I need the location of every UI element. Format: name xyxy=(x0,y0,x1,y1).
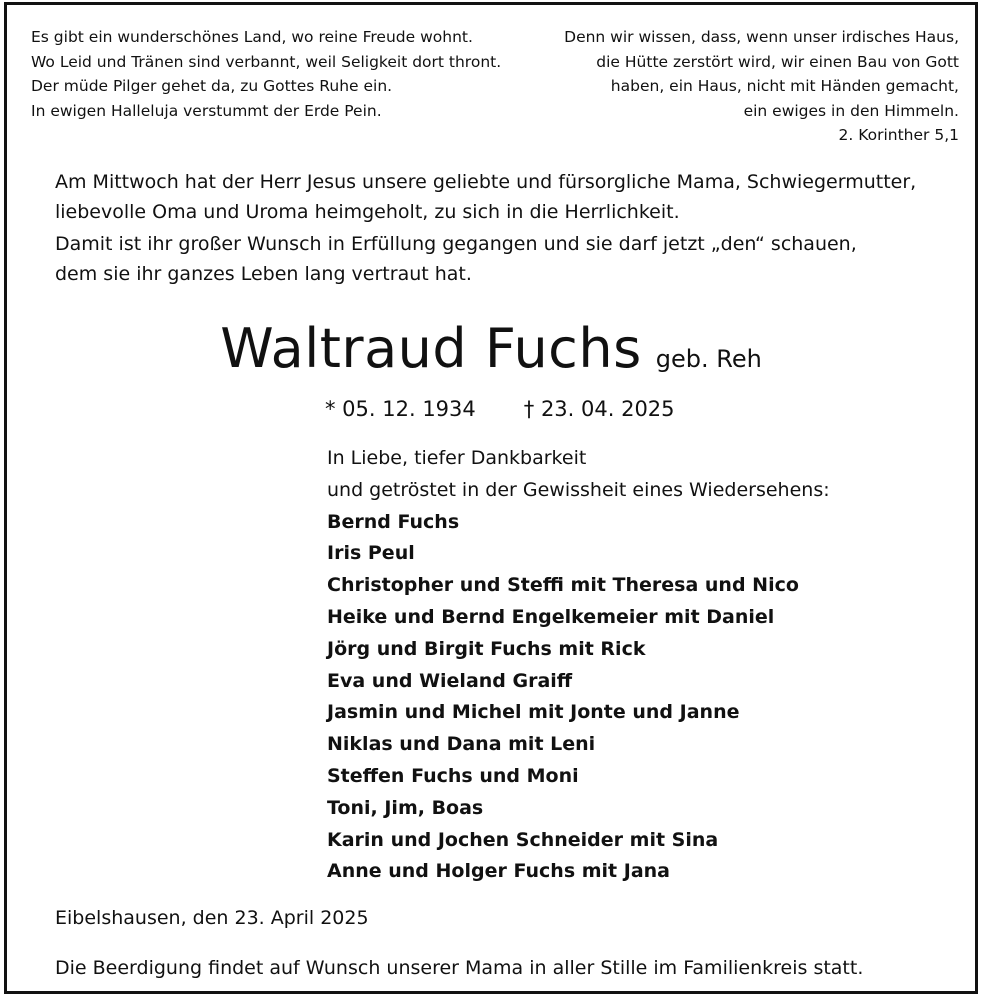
deceased-name-row xyxy=(7,317,975,380)
verse-right-line: ein ewiges in den Himmeln. xyxy=(743,101,959,120)
obituary-notice xyxy=(4,2,978,994)
intro-paragraph-1 xyxy=(55,167,916,227)
verse-left-line: Der müde Pilger gehet da, zu Gottes Ruhe ein. xyxy=(31,77,393,95)
verse-left-line: Wo Leid und Tränen sind verbannt, weil Seligkeit dort thront. xyxy=(31,52,502,71)
verse-left xyxy=(31,25,501,123)
family-lead-line: und getröstet in der Gewissheit eines Wiedersehens: xyxy=(327,478,830,501)
verse-right-line: haben, ein Haus, nicht mit Händen gemacht, xyxy=(610,77,959,95)
family-lead-line: In Liebe, tiefer Dankbarkeit xyxy=(327,447,587,469)
life-dates xyxy=(325,397,675,421)
intro-line: Damit ist ihr großer Wunsch in Erfüllung gegangen und sie darf jetzt „den“ schauen, xyxy=(55,233,857,255)
family-member: Bernd Fuchs xyxy=(327,510,460,533)
family-member: Anne und Holger Fuchs mit Jana xyxy=(327,860,670,883)
birth-date: * 05. 12. 1934 xyxy=(325,397,476,421)
death-date: † 23. 04. 2025 xyxy=(523,397,675,421)
family-member: Karin und Jochen Schneider mit Sina xyxy=(327,828,719,851)
family-member: Toni, Jim, Boas xyxy=(327,796,484,819)
intro-line: liebevolle Oma und Uroma heimgeholt, zu sich in die Herrlichkeit. xyxy=(55,201,680,223)
deceased-name: Waltraud Fuchs xyxy=(220,317,642,380)
family-member: Heike und Bernd Engelkemeier mit Daniel xyxy=(327,605,775,628)
family-member: Niklas und Dana mit Leni xyxy=(327,733,596,756)
verse-right-line: Denn wir wissen, dass, wenn unser irdisches Haus, xyxy=(564,28,959,46)
verse-left-line: In ewigen Halleluja verstummt der Erde Pein. xyxy=(31,101,382,120)
family-member: Eva und Wieland Graiff xyxy=(327,669,573,692)
intro-line: dem sie ihr ganzes Leben lang vertraut hat. xyxy=(55,263,472,285)
verse-right-line: die Hütte zerstört wird, wir einen Bau von Gott xyxy=(596,52,959,71)
intro-paragraph-2 xyxy=(55,229,916,289)
verse-right xyxy=(564,25,959,148)
intro-text xyxy=(55,167,916,291)
family-list xyxy=(327,443,830,888)
bible-reference: 2. Korinther 5,1 xyxy=(838,126,959,144)
funeral-note: Die Beerdigung findet auf Wunsch unserer Mama in aller Stille im Familienkreis statt. xyxy=(55,957,864,979)
intro-line: Am Mittwoch hat der Herr Jesus unsere geliebte und fürsorgliche Mama, Schwiegermutter, xyxy=(55,171,917,193)
family-member: Jörg und Birgit Fuchs mit Rick xyxy=(327,637,646,660)
verse-left-line: Es gibt ein wunderschönes Land, wo reine Freude wohnt. xyxy=(31,28,473,46)
family-member: Steffen Fuchs und Moni xyxy=(327,764,579,787)
family-member: Jasmin und Michel mit Jonte und Janne xyxy=(327,701,740,724)
family-member: Iris Peul xyxy=(327,542,415,565)
maiden-name: geb. Reh xyxy=(655,345,762,373)
family-member: Christopher und Steffi mit Theresa und Nico xyxy=(327,574,799,597)
place-and-date: Eibelshausen, den 23. April 2025 xyxy=(55,907,369,929)
